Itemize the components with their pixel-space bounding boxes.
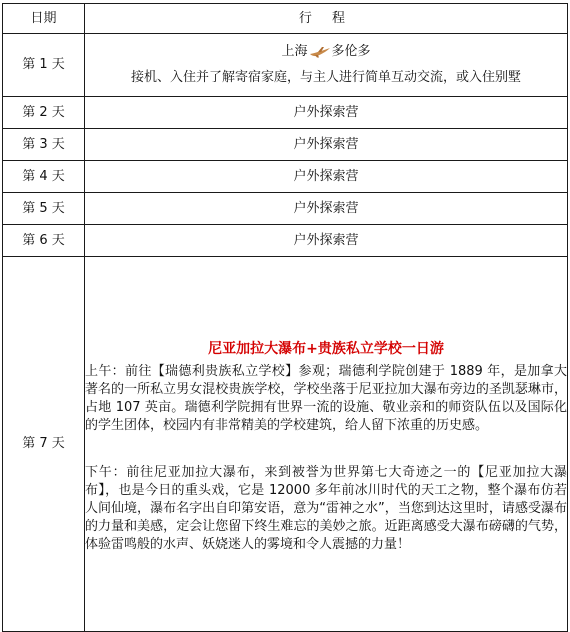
afternoon-paragraph: 下午：前往尼亚加拉大瀑布，来到被誉为世界第七大奇迹之一的【尼亚加拉大瀑布】，也是今日的重头戏，它是 12000 多年前冰川时代的天工之物，整个瀑布仿若人间仙境，瀑布名字出自印第安语，意为“雷神之水”，当您到达这里时，请感受瀑布的力量和美感，定会让您留下终生难忘的美妙之旅。近距离感受大瀑布磅礴的气势，体验雷鸣般的水声、妖娆迷人的雾境和令人震撼的力量！	[85, 464, 567, 552]
flight-route	[85, 41, 567, 63]
itinerary-table	[2, 3, 568, 632]
day-plan: 户外探索营	[85, 225, 568, 257]
table-header-row	[3, 4, 568, 34]
day-7-plan	[85, 257, 568, 632]
day-label: 第 5 天	[3, 193, 85, 225]
day-label: 第 3 天	[3, 129, 85, 161]
table-row-day-5	[3, 193, 568, 225]
table-row-day-2	[3, 97, 568, 129]
day-1-plan	[85, 34, 568, 97]
table-row-day-4	[3, 161, 568, 193]
day-label: 第 2 天	[3, 97, 85, 129]
paragraph-spacer	[85, 435, 567, 464]
header-day: 日期	[3, 4, 85, 34]
airplane-icon	[309, 46, 331, 58]
day-label: 第 4 天	[3, 161, 85, 193]
table-row-day-1	[3, 34, 568, 97]
morning-paragraph: 上午：前往【瑞德利贵族私立学校】参观；瑞德利学院创建于 1889 年，是加拿大著名的一所私立男女混校贵族学校，学校坐落于尼亚拉加大瀑布旁边的圣凯瑟琳市，占地 107 英亩。瑞德利学院拥有世界一流的设施、敬业亲和的师资队伍以及国际化的学生团体，校园内有非常精美的学校建筑，给人留下浓重的历史感。	[85, 363, 567, 433]
route-origin: 上海	[281, 44, 308, 59]
day-label: 第 7 天	[3, 257, 85, 632]
day-plan: 户外探索营	[85, 97, 568, 129]
day-plan: 户外探索营	[85, 193, 568, 225]
day-7-title: 尼亚加拉大瀑布+贵族私立学校一日游	[208, 340, 444, 357]
route-destination: 多伦多	[331, 44, 371, 59]
day-label: 第 1 天	[3, 34, 85, 97]
day-1-description: 接机、入住并了解寄宿家庭，与主人进行简单互动交流，或入住别墅	[130, 70, 521, 85]
table-row-day-7	[3, 257, 568, 632]
day-label: 第 6 天	[3, 225, 85, 257]
table-row-day-6	[3, 225, 568, 257]
table-row-day-3	[3, 129, 568, 161]
day-plan: 户外探索营	[85, 161, 568, 193]
day-plan: 户外探索营	[85, 129, 568, 161]
header-plan: 行 程	[85, 4, 568, 34]
